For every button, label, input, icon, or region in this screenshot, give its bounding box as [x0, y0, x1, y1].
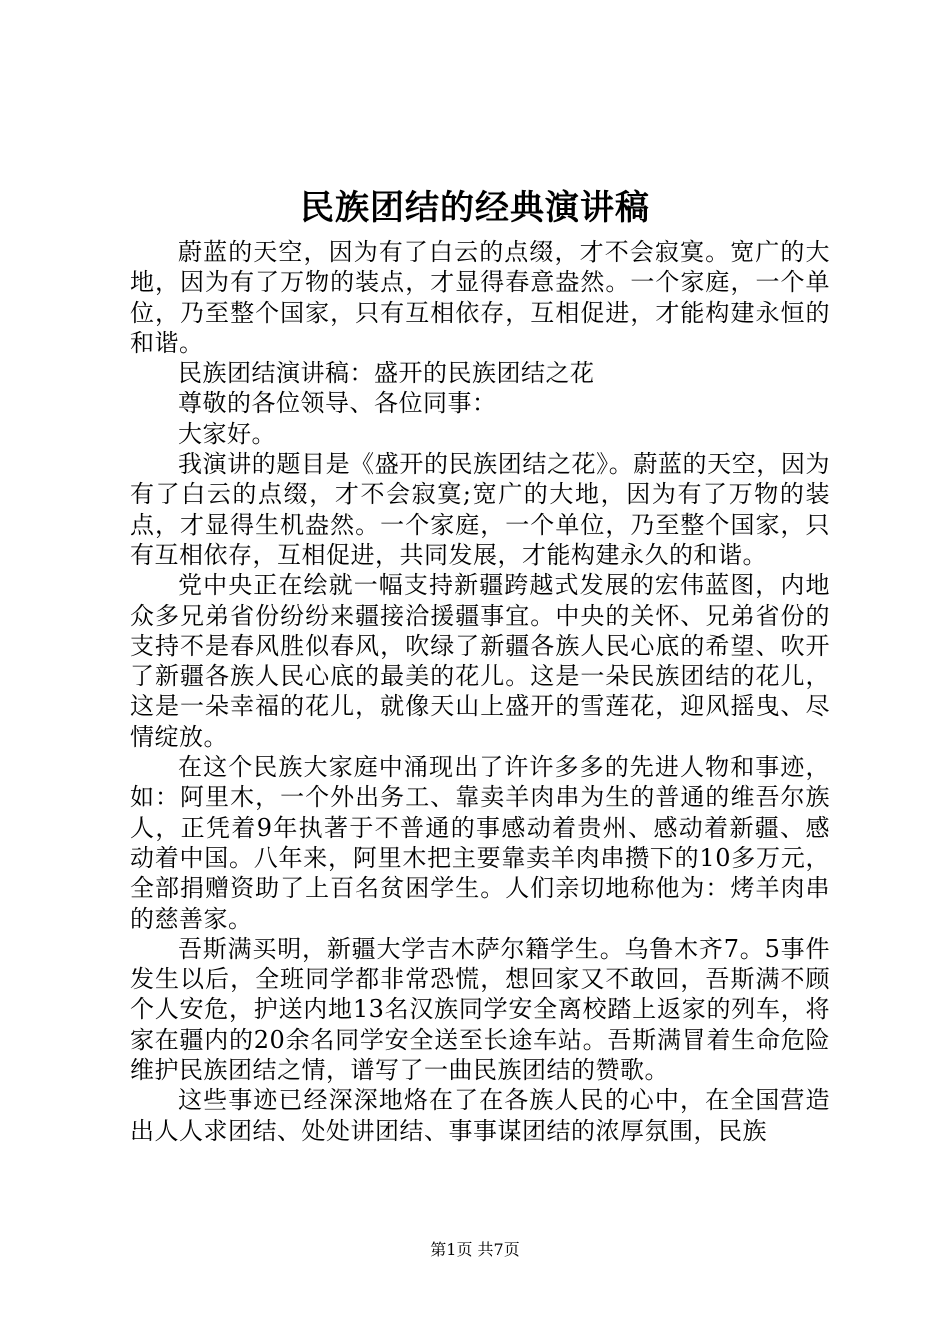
- paragraph: 蔚蓝的天空，因为有了白云的点缀，才不会寂寞。宽广的大地，因为有了万物的装点，才显得春意盎然。一个家庭，一个单位，乃至整个国家，只有互相依存，互相促进，才能构建永恒的和谐。: [130, 238, 830, 357]
- paragraph: 大家好。: [178, 419, 276, 448]
- paragraph: 这些事迹已经深深地烙在了在各族人民的心中，在全国营造出人人求团结、处处讲团结、事事谋团结的浓厚氛围，民族: [130, 1086, 830, 1145]
- paragraph: 民族团结演讲稿：盛开的民族团结之花: [178, 359, 595, 388]
- paragraph: 在这个民族大家庭中涌现出了许许多多的先进人物和事迹，如：阿里木，一个外出务工、靠卖羊肉串为生的普通的维吾尔族人，正凭着9年执著于不普通的事感动着贵州、感动着新疆、感动着中国。八年来，阿里木把主要靠卖羊肉串攒下的10多万元，全部捐赠资助了上百名贫困学生。人们亲切地称他为：烤羊肉串的慈善家。: [130, 753, 830, 933]
- paragraph: 吾斯满买明，新疆大学吉木萨尔籍学生。乌鲁木齐7。5事件发生以后，全班同学都非常恐慌，想回家又不敢回，吾斯满不顾个人安危，护送内地13名汉族同学安全离校踏上返家的列车，将家在疆内的20余名同学安全送至长途车站。吾斯满冒着生命危险维护民族团结之情，谱写了一曲民族团结的赞歌。: [130, 934, 830, 1085]
- document-title: 民族团结的经典演讲稿: [300, 188, 650, 228]
- paragraph: 尊敬的各位领导、各位同事：: [178, 389, 497, 418]
- paragraph: 我演讲的题目是《盛开的民族团结之花》。蔚蓝的天空，因为有了白云的点缀，才不会寂寞;宽广的大地，因为有了万物的装点，才显得生机盎然。一个家庭，一个单位，乃至整个国家，只有互相依存，互相促进，共同发展，才能构建永久的和谐。: [130, 450, 830, 569]
- document-body: [130, 237, 830, 1146]
- page-footer: 第1页 共7页: [430, 1240, 520, 1259]
- paragraph: 党中央正在绘就一幅支持新疆跨越式发展的宏伟蓝图，内地众多兄弟省份纷纷来疆接洽援疆事宜。中央的关怀、兄弟省份的支持不是春风胜似春风，吹绿了新疆各族人民心底的希望、吹开了新疆各族人民心底的最美的花儿。这是一朵民族团结的花儿，这是一朵幸福的花儿，就像天山上盛开的雪莲花，迎风摇曳、尽情绽放。: [130, 571, 830, 751]
